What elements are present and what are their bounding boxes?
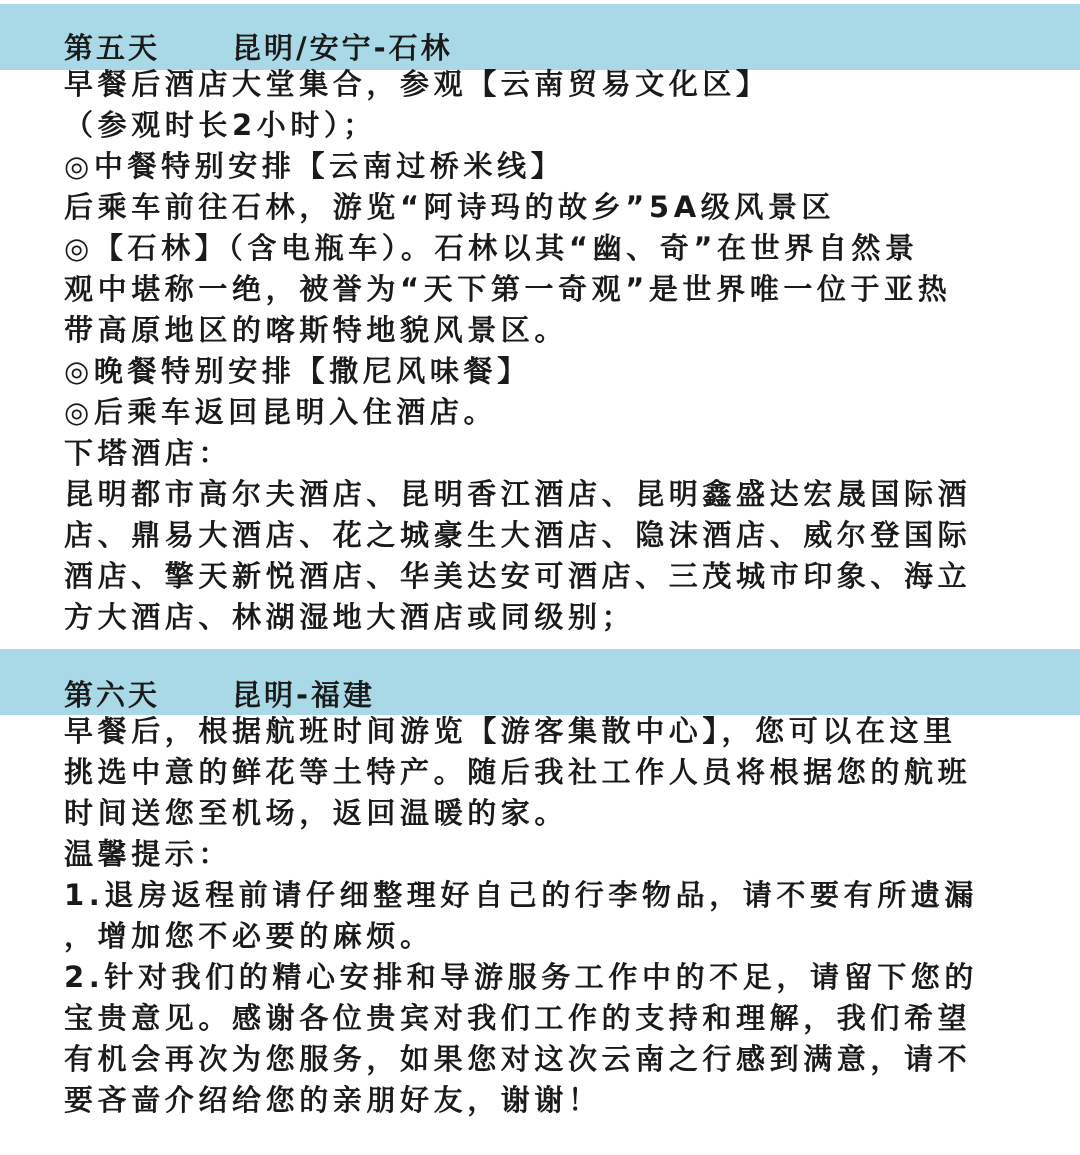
day5-line-8: ◎晚餐特别安排【撒尼风味餐】 [64, 354, 531, 388]
day5-line-3: ◎中餐特别安排【云南过桥米线】 [64, 149, 565, 183]
day5-line-12: 店、鼎易大酒店、花之城豪生大酒店、隐沫酒店、威尔登国际 [64, 518, 972, 552]
day6-line-5: 1.退房返程前请仔细整理好自己的行李物品，请不要有所遗漏 [64, 878, 978, 912]
day6-label: 第六天 [64, 678, 161, 712]
day6-route: 昆明-福建 [232, 678, 376, 712]
day6-line-1: 早餐后，根据航班时间游览【游客集散中心】，您可以在这里 [64, 714, 957, 748]
day5-line-2: （参观时长2小时）； [64, 108, 377, 142]
day6-line-9: 有机会再次为您服务，如果您对这次云南之行感到满意，请不 [64, 1042, 972, 1076]
day5-header [0, 4, 1080, 70]
day5-line-5: ◎【石林】（含电瓶车）。石林以其“幽、奇”在世界自然景 [64, 231, 919, 265]
day5-line-9: ◎后乘车返回昆明入住酒店。 [64, 395, 498, 429]
day5-line-6: 观中堪称一绝，被誉为“天下第一奇观”是世界唯一位于亚热 [64, 272, 952, 306]
day6-line-2: 挑选中意的鲜花等土特产。随后我社工作人员将根据您的航班 [64, 755, 972, 789]
day5-body [64, 64, 1024, 638]
day5-line-4: 后乘车前往石林，游览“阿诗玛的故乡”5A级风景区 [64, 190, 836, 224]
day5-route: 昆明/安宁-石林 [232, 31, 453, 65]
day5-line-7: 带高原地区的喀斯特地貌风景区。 [64, 313, 569, 347]
day5-line-1: 早餐后酒店大堂集合，参观【云南贸易文化区】 [64, 67, 770, 101]
day6-header [0, 649, 1080, 715]
day6-line-3: 时间送您至机场，返回温暖的家。 [64, 796, 569, 830]
day6-line-10: 要吝啬介绍给您的亲朋好友，谢谢！ [64, 1083, 602, 1117]
day6-line-8: 宝贵意见。感谢各位贵宾对我们工作的支持和理解，我们希望 [64, 1001, 972, 1035]
day6-line-7: 2.针对我们的精心安排和导游服务工作中的不足，请留下您的 [64, 960, 978, 994]
day5-line-14: 方大酒店、林湖湿地大酒店或同级别； [64, 600, 636, 634]
day6-line-4: 温馨提示： [64, 837, 233, 871]
day5-line-10: 下塔酒店： [64, 436, 233, 470]
day6-line-6: ，增加您不必要的麻烦。 [64, 919, 434, 953]
day5-line-11: 昆明都市高尔夫酒店、昆明香江酒店、昆明鑫盛达宏晟国际酒 [64, 477, 972, 511]
day5-label: 第五天 [64, 31, 161, 65]
day6-body [64, 711, 1024, 1121]
day5-line-13: 酒店、擎天新悦酒店、华美达安可酒店、三茂城市印象、海立 [64, 559, 972, 593]
